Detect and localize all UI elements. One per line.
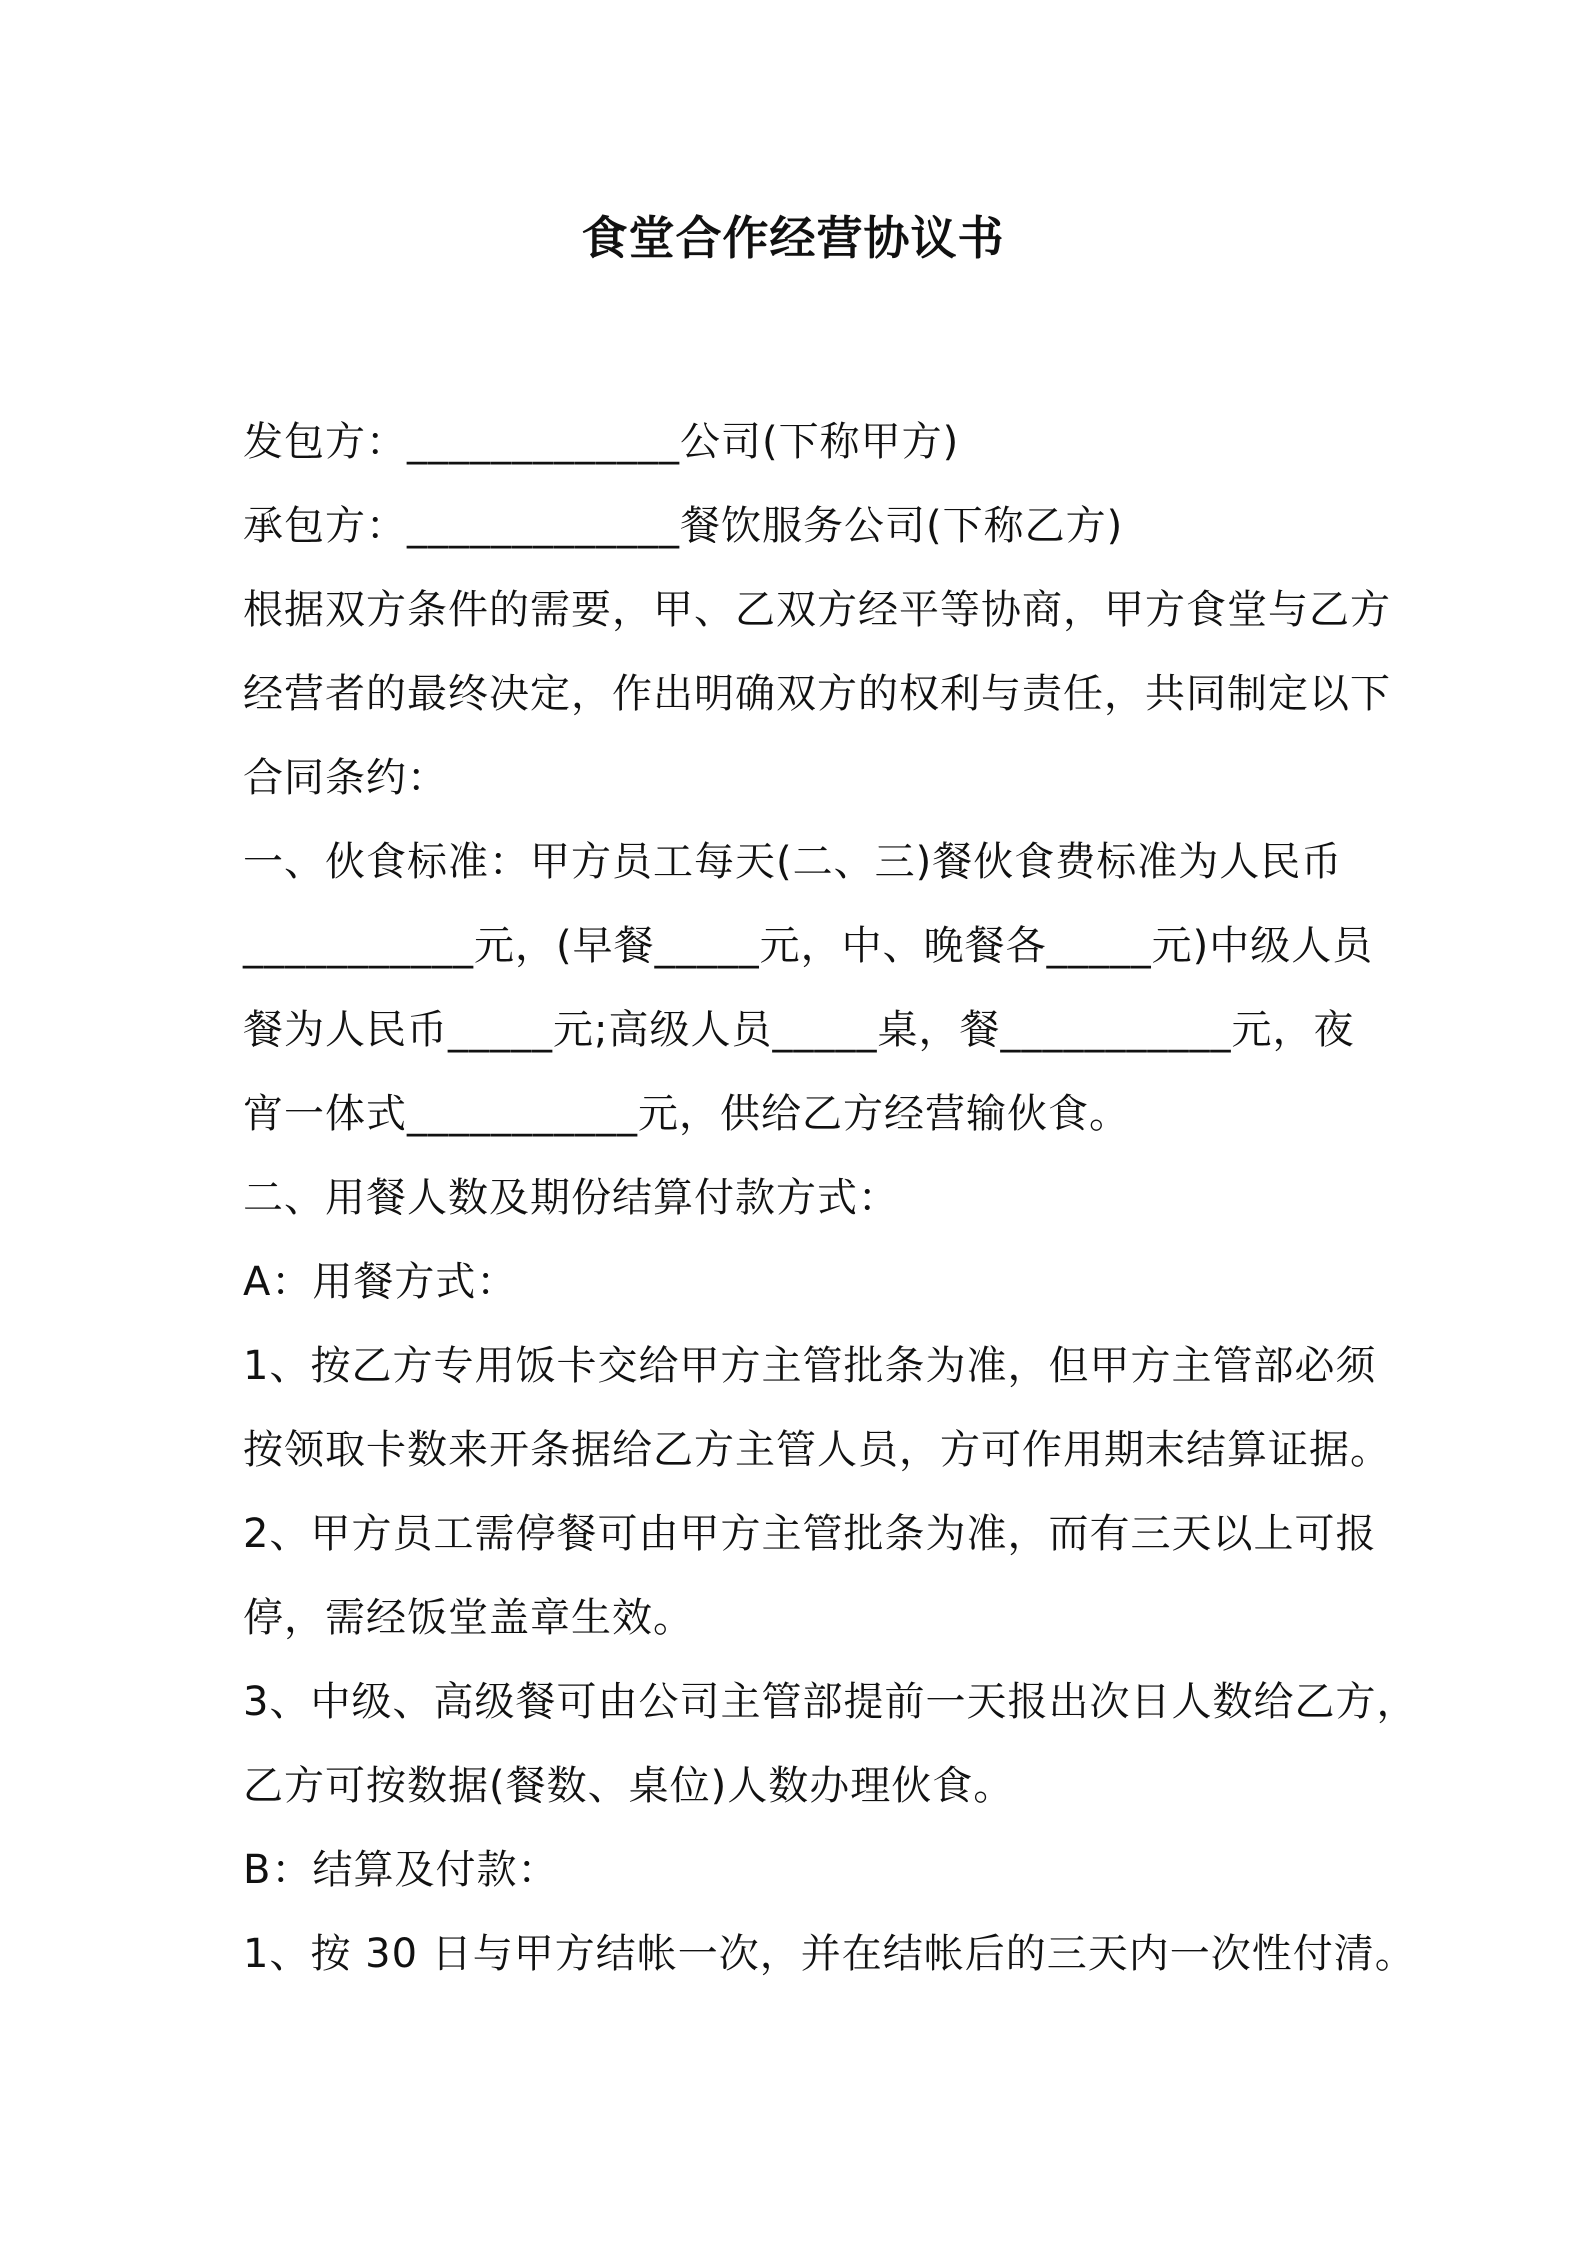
intro-line: 合同条约： <box>243 755 448 801</box>
intro-line: 经营者的最终决定，作出明确双方的权利与责任，共同制定以下 <box>243 671 1391 717</box>
party-b-line: 承包方：_____________餐饮服务公司(下称乙方) <box>243 503 1124 549</box>
clause-a3-line: 3、中级、高级餐可由公司主管部提前一天报出次日人数给乙方， <box>243 1679 1418 1725</box>
document-title: 食堂合作经营协议书 <box>581 211 1005 265</box>
section-1-line: 宵一体式___________元，供给乙方经营输伙食。 <box>243 1091 1130 1137</box>
clause-b1-line: 1、按 30 日与甲方结帐一次，并在结帐后的三天内一次性付清。 <box>243 1931 1416 1977</box>
document-body <box>243 400 1418 1996</box>
intro-line: 根据双方条件的需要，甲、乙双方经平等协商，甲方食堂与乙方 <box>243 587 1391 633</box>
clause-a3-line: 乙方可按数据(餐数、桌位)人数办理伙食。 <box>243 1763 1015 1809</box>
subsection-a-heading: A：用餐方式： <box>243 1259 518 1305</box>
section-2-heading: 二、用餐人数及期份结算付款方式： <box>243 1175 899 1221</box>
clause-a1-line: 按领取卡数来开条据给乙方主管人员，方可作用期末结算证据。 <box>243 1427 1391 1473</box>
section-1-line: ___________元，(早餐_____元，中、晚餐各_____元)中级人员 <box>243 923 1374 969</box>
clause-a2-line: 2、甲方员工需停餐可由甲方主管批条为准，而有三天以上可报 <box>243 1511 1377 1557</box>
section-1-line: 一、伙食标准：甲方员工每天(二、三)餐伙食费标准为人民币 <box>243 839 1343 885</box>
clause-a2-line: 停，需经饭堂盖章生效。 <box>243 1595 694 1641</box>
subsection-b-heading: B：结算及付款： <box>243 1847 559 1893</box>
section-1-line: 餐为人民币_____元;高级人员_____桌，餐___________元，夜 <box>243 1007 1355 1053</box>
party-a-line: 发包方：_____________公司(下称甲方) <box>243 419 960 465</box>
clause-a1-line: 1、按乙方专用饭卡交给甲方主管批条为准，但甲方主管部必须 <box>243 1343 1377 1389</box>
